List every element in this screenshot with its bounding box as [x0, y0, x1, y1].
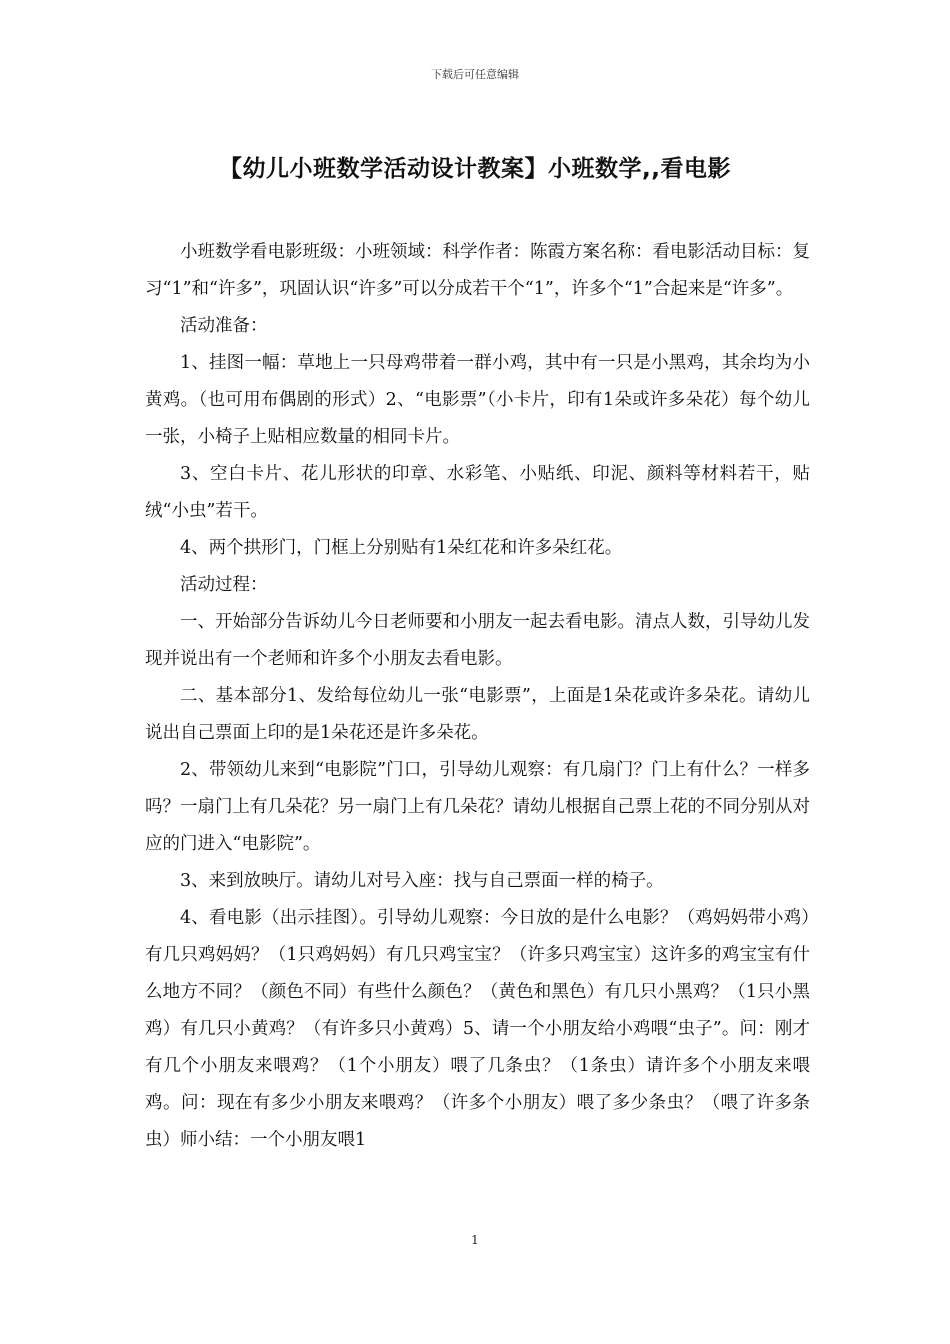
paragraph-process-2-4: 4、看电影（出示挂图）。引导幼儿观察：今日放的是什么电影？（鸡妈妈带小鸡）有几只鸡妈妈？（1只鸡妈妈）有几只鸡宝宝？（许多只鸡宝宝）这许多的鸡宝宝有什么地方不同？（颜色不同）有些什么颜色？（黄色和黑色）有几只小黑鸡？（1只小黑鸡）有几只小黄鸡？（有许多只小黄鸡）5、请一个小朋友给小鸡喂“虫子”。问：刚才有几个小朋友来喂鸡？（1个小朋友）喂了几条虫？（1条虫）请许多个小朋友来喂鸡。问：现在有多少小朋友来喂鸡？（许多个小朋友）喂了多少条虫？（喂了许多条虫）师小结：一个小朋友喂1 — [145, 908, 810, 1150]
paragraph-intro: 小班数学看电影班级：小班领域：科学作者：陈霞方案名称：看电影活动目标：复习“1”和“许多”，巩固认识“许多”可以分成若干个“1”，许多个“1”合起来是“许多”。 — [145, 242, 810, 299]
document-body — [145, 234, 810, 1159]
paragraph-process-2-2: 2、带领幼儿来到“电影院”门口，引导幼儿观察：有几扇门？门上有什么？一样多吗？一扇门上有几朵花？另一扇门上有几朵花？请幼儿根据自己票上花的不同分别从对应的门进入“电影院”。 — [145, 760, 810, 854]
paragraph-process-2-3: 3、来到放映厅。请幼儿对号入座：找与自己票面一样的椅子。 — [180, 871, 664, 891]
paragraph-process-heading: 活动过程： — [180, 575, 268, 595]
paragraph-prep-heading: 活动准备： — [180, 316, 268, 336]
paragraph-prep-4: 4、两个拱形门，门框上分别贴有1朵红花和许多朵红花。 — [180, 538, 623, 558]
paragraph-prep-1: 1、挂图一幅：草地上一只母鸡带着一群小鸡，其中有一只是小黑鸡，其余均为小黄鸡。（也可用布偶剧的形式）2、“电影票”（小卡片，印有1朵或许多朵花）每个幼儿一张，小椅子上贴相应数量的相同卡片。 — [145, 353, 810, 447]
paragraph-prep-3: 3、空白卡片、花儿形状的印章、水彩笔、小贴纸、印泥、颜料等材料若干，贴绒“小虫”若干。 — [145, 464, 810, 521]
page-number: 1 — [471, 1233, 479, 1247]
page-header-note: 下载后可任意编辑 — [431, 68, 519, 81]
paragraph-process-2: 二、基本部分1、发给每位幼儿一张“电影票”，上面是1朵花或许多朵花。请幼儿说出自己票面上印的是1朵花还是许多朵花。 — [145, 686, 810, 743]
document-title: 【幼儿小班数学活动设计教案】小班数学,,看电影 — [219, 156, 731, 182]
paragraph-process-1: 一、开始部分告诉幼儿今日老师要和小朋友一起去看电影。清点人数，引导幼儿发现并说出有一个老师和许多个小朋友去看电影。 — [145, 612, 810, 669]
